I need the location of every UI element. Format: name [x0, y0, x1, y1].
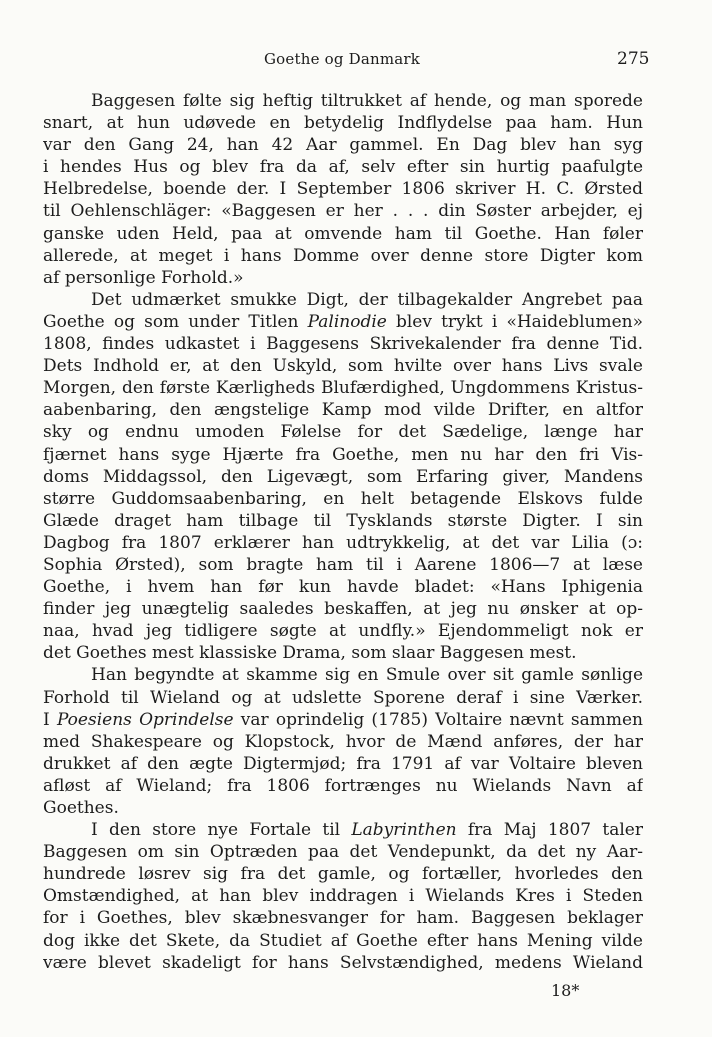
text-line: snart, at hun udøvede en betydelig Indflydelse paa ham. Hun [43, 113, 643, 134]
running-head [0, 50, 712, 72]
text-line: dog ikke det Skete, da Studiet af Goethe efter hans Mening vilde [43, 930, 643, 951]
text-line: naa, hvad jeg tidligere søgte at undfly.» Ejendommeligt nok er [43, 621, 643, 642]
text-line: Glæde draget ham tilbage til Tysklands største Digter. I sin [43, 510, 643, 531]
work-title-labyrinthen: Labyrinthen [351, 820, 457, 841]
text-line: Baggesen følte sig heftig tiltrukket af hende, og man sporede [91, 91, 643, 111]
text-line: Goethes. [43, 798, 119, 818]
text-line: Sophia Ørsted), som bragte ham til i Aarene 1806—7 at læse [43, 554, 643, 575]
text-line: doms Middagssol, den Ligevægt, som Erfaring giver, Mandens [43, 466, 643, 487]
text-line: Morgen, den første Kærligheds Blufærdighed, Ungdommens Kristus- [43, 378, 643, 399]
text-line: Det udmærket smukke Digt, der tilbagekalder Angrebet paa [91, 289, 643, 310]
text-line: for i Goethes, blev skæbnesvanger for ham. Baggesen beklager [43, 908, 643, 929]
page-number: 275 [617, 49, 650, 69]
text-line: Dagbog fra 1807 erklærer han udtrykkelig, at det var Lilia (ɔ: [43, 532, 643, 553]
text-line: afløst af Wieland; fra 1806 fortrænges nu Wielands Navn af [43, 775, 643, 796]
text-line: Forhold til Wieland og at udslette Sporene deraf i sine Værker. [43, 687, 643, 708]
text-line: drukket af den ægte Digtermjød; fra 1791 af var Voltaire bleven [43, 753, 643, 774]
text-line: af personlige Forhold.» [43, 267, 244, 288]
text-line: Dets Indhold er, at den Uskyld, som hvilte over hans Livs svale [43, 356, 643, 377]
text-line: i hendes Hus og blev fra da af, selv efter sin hurtig paafulgte [43, 157, 643, 178]
text-line: fjærnet hans syge Hjærte fra Goethe, men nu har den fri Vis- [43, 444, 643, 465]
text-line: Han begyndte at skamme sig en Smule over sit gamle sønlige [91, 665, 643, 686]
work-title-palinodie: Palinodie [307, 311, 387, 332]
text-line: 1808, findes udkastet i Baggesens Skrivekalender fra denne Tid. [43, 334, 643, 355]
text-line: være blevet skadeligt for hans Selvstændighed, medens Wieland [43, 952, 643, 973]
text-line: større Guddomsaabenbaring, en helt betagende Elskovs fulde [43, 488, 643, 509]
text-line: til Oehlenschläger: «Baggesen er her . . . din Søster arbejder, ej [43, 201, 643, 222]
text-line-with-italic: I den store nye Fortale til Labyrinthen fra Maj 1807 taler [91, 820, 643, 841]
text-line: Baggesen om sin Optræden paa det Vendepunkt, da det ny Aar- [43, 842, 643, 863]
text-line: Helbredelse, boende der. I September 1806 skriver H. C. Ørsted [43, 179, 643, 200]
paragraph-2 [43, 289, 643, 665]
text-line: finder jeg unægtelig saaledes beskaffen, at jeg nu ønsker at op- [43, 599, 643, 620]
paragraph-4 [43, 819, 643, 974]
text-line: med Shakespeare og Klopstock, hvor de Mænd anføres, der har [43, 731, 643, 752]
text-line: var den Gang 24, han 42 Aar gammel. En Dag blev han syg [43, 135, 643, 156]
text-line: Goethe, i hvem han før kun havde bladet: «Hans Iphigenia [43, 577, 643, 598]
text-line: Omstændighed, at han blev inddragen i Wielands Kres i Steden [43, 886, 643, 907]
text-line: ganske uden Held, paa at omvende ham til Goethe. Han føler [43, 223, 643, 244]
running-title: Goethe og Danmark [264, 50, 421, 68]
printer-signature-mark: 18* [551, 981, 580, 1000]
text-line-with-italic: Goethe og som under Titlen Palinodie blev trykt i «Haideblumen» [43, 311, 643, 332]
work-title-poesiens-oprindelse: Poesiens Oprindelse [56, 709, 234, 730]
text-line: aabenbaring, den ængstelige Kamp mod vilde Drifter, en altfor [43, 400, 643, 421]
text-line-with-italic: I Poesiens Oprindelse var oprindelig (1785) Voltaire nævnt sammen [43, 709, 643, 730]
text-line: allerede, at meget i hans Domme over denne store Digter kom [43, 245, 643, 266]
text-line: hundrede løsrev sig fra det gamle, og fortæller, hvorledes den [43, 864, 643, 885]
text-line: det Goethes mest klassiske Drama, som slaar Baggesen mest. [43, 643, 577, 664]
paragraph-3 [43, 664, 643, 819]
body-text [43, 90, 643, 974]
paragraph-1 [43, 90, 643, 289]
text-line: sky og endnu umoden Følelse for det Sædelige, længe har [43, 422, 643, 443]
